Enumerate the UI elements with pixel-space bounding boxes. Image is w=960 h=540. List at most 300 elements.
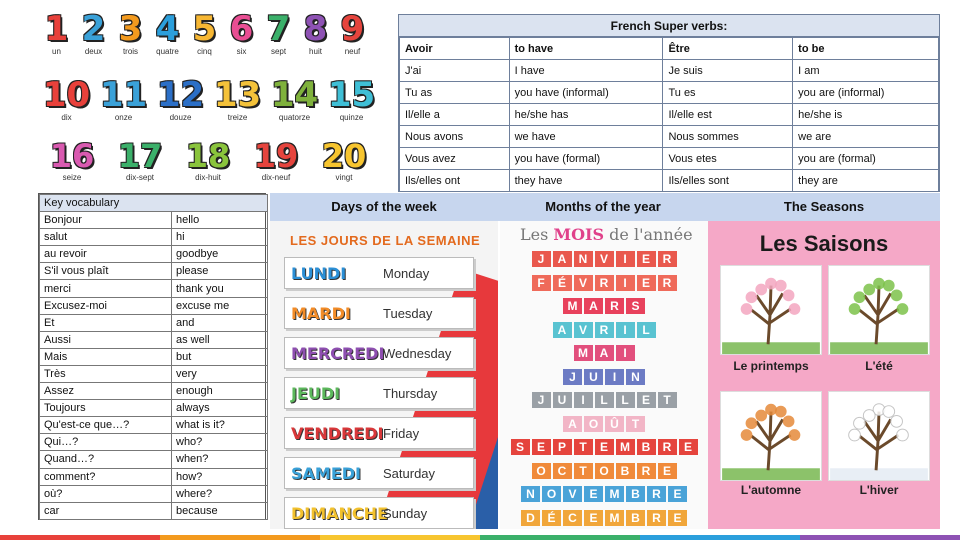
tree-foliage (891, 289, 903, 301)
tree-foliage (755, 284, 767, 296)
number-word: neuf (344, 47, 361, 56)
tree-foliage (789, 429, 801, 441)
table-cell: and (172, 314, 268, 331)
table-row (40, 229, 268, 246)
color-segment (800, 535, 960, 540)
tree-foliage (741, 429, 753, 441)
number-neuf (334, 9, 371, 56)
month-letter-tile: T (658, 392, 677, 408)
table-cell: how? (172, 468, 268, 485)
table-cell: Très (40, 365, 172, 382)
table-cell: Il/elle a (400, 104, 510, 126)
table-row (40, 348, 268, 365)
month-letter-tile: L (616, 392, 635, 408)
month-letter-tile: V (595, 251, 614, 267)
month-letter-tile: D (521, 510, 540, 526)
number-deux (75, 9, 112, 56)
table-cell: enough (172, 383, 268, 400)
tree-illustration (721, 392, 821, 480)
table-row (40, 383, 268, 400)
tree-foliage (775, 280, 787, 292)
table-cell: you have (informal) (509, 82, 663, 104)
tree-foliage (746, 417, 758, 429)
number-word: vingt (335, 173, 353, 182)
tree-foliage (854, 291, 866, 303)
tree-foliage (897, 429, 909, 441)
ground (722, 342, 820, 354)
table-cell: Qu'est-ce que…? (40, 417, 172, 434)
tree-foliage (883, 406, 895, 418)
super-verbs-title: French Super verbs: (399, 15, 939, 37)
color-segment (320, 535, 480, 540)
table-cell: salut (40, 229, 172, 246)
table-cell: because (172, 502, 268, 519)
days-heading: Days of the week (331, 199, 437, 214)
number-digit: 13 (213, 75, 262, 115)
ground (830, 342, 928, 354)
verbs-header-cell: Être (663, 38, 793, 60)
number-word: deux (84, 47, 103, 56)
number-word: dix-neuf (261, 173, 291, 182)
number-word: trois (122, 47, 139, 56)
day-english: Friday (383, 425, 420, 441)
month-letter-tile: I (616, 275, 635, 291)
table-cell: where? (172, 485, 268, 502)
number-word: huit (309, 47, 322, 56)
months-heading: Months of the year (545, 199, 661, 214)
number-digit: 4 (155, 9, 180, 49)
number-word: quatre (156, 47, 179, 56)
number-word: six (236, 47, 247, 56)
table-row (40, 246, 268, 263)
table-cell: Excusez-moi (40, 297, 172, 314)
table-cell: Nous sommes (663, 126, 793, 148)
number-onze (95, 75, 152, 122)
month-letter-tile: M (574, 345, 593, 361)
day-french: SAMEDI (291, 463, 361, 483)
number-word: treize (227, 113, 248, 122)
table-row (400, 104, 939, 126)
table-cell: merci (40, 280, 172, 297)
color-segment (480, 535, 640, 540)
number-digit: 6 (229, 9, 254, 49)
month-0 (500, 251, 708, 267)
month-letter-tile: O (542, 486, 561, 502)
number-dix-sept (106, 137, 174, 182)
table-cell: we are (793, 126, 939, 148)
tree-foliage (863, 284, 875, 296)
month-letter-tile: C (563, 510, 582, 526)
tree-foliage (863, 410, 875, 422)
tree-foliage (849, 303, 861, 315)
month-letter-tile: B (626, 510, 645, 526)
color-segment (640, 535, 800, 540)
month-letter-tile: R (647, 510, 666, 526)
month-letter-tile: U (584, 369, 603, 385)
number-cinq (186, 9, 223, 56)
day-card-thursday (284, 377, 474, 409)
section-header-band (270, 193, 940, 221)
table-cell: Aussi (40, 331, 172, 348)
month-1 (500, 275, 708, 291)
number-word: quinze (339, 113, 364, 122)
table-cell: Tu es (663, 82, 793, 104)
table-cell: Mais (40, 348, 172, 365)
number-digit: 2 (81, 9, 106, 49)
month-letter-tile: I (616, 251, 635, 267)
month-letter-tile: I (616, 322, 635, 338)
season-label: L'hiver (859, 483, 899, 497)
tree-foliage (755, 410, 767, 422)
month-letter-tile: M (605, 510, 624, 526)
month-letter-tile: M (605, 486, 624, 502)
tree-foliage (789, 303, 801, 315)
day-card-tuesday (284, 297, 474, 329)
table-row (40, 365, 268, 382)
table-cell: Vous avez (400, 148, 510, 170)
numbers-row-3 (38, 137, 378, 182)
number-digit: 8 (303, 9, 328, 49)
ground (722, 468, 820, 480)
table-cell: Et (40, 314, 172, 331)
table-cell: Il/elle est (663, 104, 793, 126)
table-cell: Quand…? (40, 451, 172, 468)
month-letter-tile: É (542, 510, 561, 526)
table-cell: please (172, 263, 268, 280)
month-letter-tile: P (553, 439, 572, 455)
month-letter-tile: V (574, 322, 593, 338)
month-letter-tile: R (658, 439, 677, 455)
table-cell: when? (172, 451, 268, 468)
month-letter-tile: E (668, 486, 687, 502)
day-card-wednesday (284, 337, 474, 369)
month-letter-tile: B (637, 439, 656, 455)
season-tree-2 (720, 391, 822, 481)
month-letter-tile: E (658, 463, 677, 479)
month-letter-tile: J (563, 369, 582, 385)
month-letter-tile: E (584, 486, 603, 502)
verbs-header-cell: Avoir (400, 38, 510, 60)
table-cell: S'il vous plaît (40, 263, 172, 280)
month-letter-tile: A (553, 251, 572, 267)
day-french: LUNDI (291, 263, 347, 283)
table-cell: thank you (172, 280, 268, 297)
table-cell: Toujours (40, 400, 172, 417)
month-letter-tile: E (595, 439, 614, 455)
month-letter-tile: E (668, 510, 687, 526)
table-cell: Ils/elles ont (400, 170, 510, 192)
table-row (400, 148, 939, 170)
month-letter-tile: R (595, 322, 614, 338)
table-row (40, 297, 268, 314)
day-french: MERCREDI (291, 343, 385, 363)
day-card-monday (284, 257, 474, 289)
month-letter-tile: M (563, 298, 582, 314)
table-row (40, 485, 268, 502)
table-cell: Vous etes (663, 148, 793, 170)
month-letter-tile: I (616, 345, 635, 361)
seasons-poster-title: Les Saisons (759, 231, 889, 256)
day-french: VENDREDI (291, 423, 384, 443)
season-tree-3 (828, 391, 930, 481)
table-row (40, 417, 268, 434)
number-digit: 14 (270, 75, 319, 115)
months-title-pre: Les (520, 225, 554, 244)
number-dix-huit (174, 137, 242, 182)
number-word: dix-huit (195, 173, 221, 182)
month-letter-tile: R (595, 275, 614, 291)
table-cell: où? (40, 485, 172, 502)
super-verbs-table (398, 14, 940, 192)
table-cell: Tu as (400, 82, 510, 104)
verbs-header-row (400, 38, 939, 60)
table-cell: Assez (40, 383, 172, 400)
day-english: Thursday (383, 385, 438, 401)
tree-foliage (746, 291, 758, 303)
month-letter-tile: V (574, 275, 593, 291)
number-trois (112, 9, 149, 56)
month-letter-tile: É (553, 275, 572, 291)
tree-illustration (829, 392, 929, 480)
month-4 (500, 345, 708, 361)
key-vocabulary-table (38, 193, 266, 520)
number-digit: 1 (44, 9, 69, 49)
verbs-header-cell: to be (793, 38, 939, 60)
month-letter-tile: A (563, 416, 582, 432)
month-6 (500, 392, 708, 408)
month-letter-tile: T (626, 416, 645, 432)
number-quatre (149, 9, 186, 56)
tree-foliage (897, 303, 909, 315)
table-row (40, 212, 268, 229)
number-seize (38, 137, 106, 182)
table-row (40, 280, 268, 297)
table-cell: Qui…? (40, 434, 172, 451)
days-poster-title: LES JOURS DE LA SEMAINE (290, 233, 481, 248)
number-digit: 5 (192, 9, 217, 49)
table-row (40, 263, 268, 280)
table-cell: I have (509, 60, 663, 82)
month-7 (500, 416, 708, 432)
table-cell: you are (informal) (793, 82, 939, 104)
table-cell: Ils/elles sont (663, 170, 793, 192)
table-row (40, 434, 268, 451)
day-french: JEUDI (291, 383, 341, 403)
season-label: L'automne (740, 483, 802, 497)
month-letter-tile: E (637, 251, 656, 267)
color-segment (160, 535, 320, 540)
month-letter-tile: B (626, 486, 645, 502)
number-digit: 7 (266, 9, 291, 49)
number-un (38, 9, 75, 56)
month-letter-tile: S (511, 439, 530, 455)
month-10 (500, 486, 708, 502)
number-word: douze (169, 113, 192, 122)
table-row (400, 60, 939, 82)
bottom-color-bar (0, 532, 960, 540)
vocab-header-row (40, 195, 268, 212)
tree-foliage (765, 278, 777, 290)
tree-foliage (849, 429, 861, 441)
table-cell: car (40, 502, 172, 519)
numbers-row-2 (38, 75, 380, 122)
tree-foliage (783, 415, 795, 427)
day-french: MARDI (291, 303, 351, 323)
table-cell: who? (172, 434, 268, 451)
table-row (400, 126, 939, 148)
number-digit: 11 (99, 75, 148, 115)
month-2 (500, 298, 708, 314)
number-digit: 17 (117, 137, 163, 175)
month-3 (500, 322, 708, 338)
number-digit: 10 (42, 75, 91, 115)
number-quinze (323, 75, 380, 122)
tree-illustration (829, 266, 929, 354)
month-11 (500, 510, 708, 526)
number-word: seize (62, 173, 82, 182)
table-row (40, 400, 268, 417)
number-digit: 20 (321, 137, 367, 175)
month-letter-tile: I (574, 392, 593, 408)
table-cell: comment? (40, 468, 172, 485)
month-letter-tile: N (626, 369, 645, 385)
month-letter-tile: Û (605, 416, 624, 432)
month-5 (500, 369, 708, 385)
number-dix-neuf (242, 137, 310, 182)
table-cell: hi (172, 229, 268, 246)
month-letter-tile: R (647, 486, 666, 502)
month-letter-tile: R (658, 275, 677, 291)
month-letter-tile: E (637, 275, 656, 291)
tree-foliage (775, 406, 787, 418)
month-letter-tile: N (574, 251, 593, 267)
months-poster-title (520, 225, 693, 244)
month-8 (500, 439, 708, 455)
number-digit: 18 (185, 137, 231, 175)
number-digit: 16 (49, 137, 95, 175)
table-row (400, 170, 939, 192)
day-english: Wednesday (383, 345, 452, 361)
day-english: Sunday (383, 505, 428, 521)
number-word: dix-sept (125, 173, 154, 182)
table-cell: goodbye (172, 246, 268, 263)
table-cell: they are (793, 170, 939, 192)
months-title-post: de l'année (604, 225, 693, 244)
tree-foliage (765, 404, 777, 416)
tree-foliage (741, 303, 753, 315)
day-french: DIMANCHE (291, 503, 388, 523)
table-cell: Bonjour (40, 212, 172, 229)
table-cell: hello (172, 212, 268, 229)
month-letter-tile: A (584, 298, 603, 314)
table-cell: we have (509, 126, 663, 148)
number-treize (209, 75, 266, 122)
numbers-row-1 (38, 9, 371, 56)
months-poster (500, 221, 708, 529)
number-word: quatorze (278, 113, 311, 122)
number-six (223, 9, 260, 56)
table-cell: what is it? (172, 417, 268, 434)
table-cell: you are (formal) (793, 148, 939, 170)
table-cell: au revoir (40, 246, 172, 263)
table-cell: J'ai (400, 60, 510, 82)
month-letter-tile: L (595, 392, 614, 408)
month-letter-tile: U (553, 392, 572, 408)
day-card-sunday (284, 497, 474, 529)
table-cell: as well (172, 331, 268, 348)
number-digit: 3 (118, 9, 143, 49)
table-row (40, 451, 268, 468)
month-9 (500, 463, 708, 479)
number-sept (260, 9, 297, 56)
vocab-title: Key vocabulary (40, 195, 268, 212)
month-letter-tile: E (637, 392, 656, 408)
number-word: dix (61, 113, 72, 122)
season-label: L'été (865, 359, 893, 373)
table-row (40, 502, 268, 519)
month-letter-tile: S (626, 298, 645, 314)
number-digit: 12 (156, 75, 205, 115)
table-cell: Nous avons (400, 126, 510, 148)
table-cell: excuse me (172, 297, 268, 314)
month-letter-tile: O (584, 416, 603, 432)
month-letter-tile: O (595, 463, 614, 479)
number-quatorze (266, 75, 323, 122)
table-row (40, 468, 268, 485)
month-letter-tile: E (679, 439, 698, 455)
month-letter-tile: A (553, 322, 572, 338)
season-tree-0 (720, 265, 822, 355)
number-word: cinq (197, 47, 212, 56)
table-cell: always (172, 400, 268, 417)
number-word: onze (114, 113, 133, 122)
month-letter-tile: M (616, 439, 635, 455)
month-letter-tile: A (595, 345, 614, 361)
table-cell: he/she has (509, 104, 663, 126)
color-segment (0, 535, 160, 540)
month-letter-tile: R (658, 251, 677, 267)
seasons-poster (708, 221, 940, 529)
number-huit (297, 9, 334, 56)
seasons-heading: The Seasons (783, 199, 865, 214)
table-row (40, 314, 268, 331)
month-letter-tile: E (532, 439, 551, 455)
days-poster (270, 221, 498, 529)
month-letter-tile: O (532, 463, 551, 479)
vocab-grid (39, 194, 268, 520)
number-word: un (52, 47, 61, 56)
month-letter-tile: C (553, 463, 572, 479)
table-cell: they have (509, 170, 663, 192)
table-cell: he/she is (793, 104, 939, 126)
month-letter-tile: I (605, 369, 624, 385)
month-letter-tile: V (563, 486, 582, 502)
months-title-mid: MOIS (553, 225, 605, 244)
tree-foliage (783, 289, 795, 301)
day-english: Monday (383, 265, 430, 281)
number-douze (152, 75, 209, 122)
verbs-grid (399, 37, 939, 192)
tree-foliage (854, 417, 866, 429)
day-card-friday (284, 417, 474, 449)
month-letter-tile: B (616, 463, 635, 479)
day-english: Tuesday (383, 305, 433, 321)
month-letter-tile: J (532, 392, 551, 408)
table-row (40, 331, 268, 348)
day-english: Saturday (383, 465, 436, 481)
number-digit: 15 (327, 75, 376, 115)
season-tree-1 (828, 265, 930, 355)
